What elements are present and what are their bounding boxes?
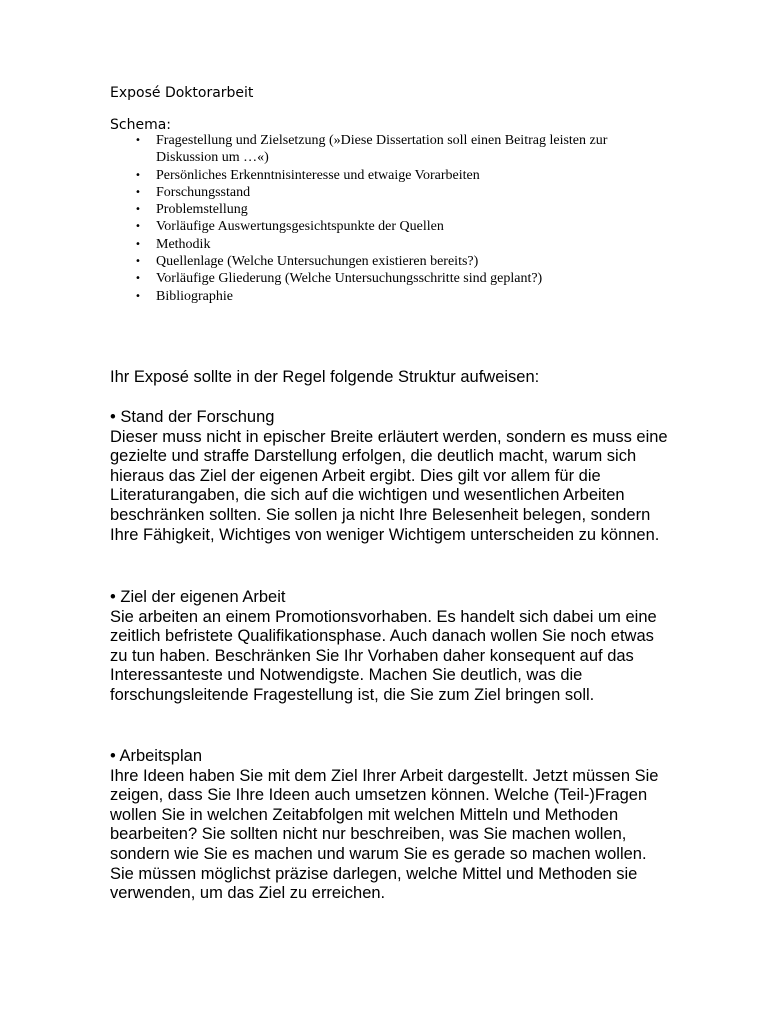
- structure-intro: Ihr Exposé sollte in der Regel folgende Struktur aufweisen:: [110, 368, 540, 386]
- bullet-icon: •: [135, 186, 141, 198]
- list-item: [132, 201, 672, 218]
- schema-list: [132, 132, 672, 305]
- list-item: [132, 184, 672, 201]
- section-heading: • Arbeitsplan: [110, 747, 202, 765]
- section-paragraph: Sie arbeiten an einem Promotionsvorhaben. Es handelt sich dabei um eine zeitlich befristete Qualifikationsphase. Auch danach wollen Sie noch etwas zu tun haben. Beschränken Sie Ihr Vorhaben daher konsequent auf das Interessanteste und Notwendigste. Machen Sie deutlich, was die forschungsleitende Fragestellung ist, die Sie zum Ziel bringen soll.: [110, 607, 657, 704]
- list-item-text: Quellenlage (Welche Untersuchungen existieren bereits?): [156, 254, 479, 270]
- list-item-text: Fragestellung und Zielsetzung (»Diese Dissertation soll einen Beitrag leisten zur Diskussion um …«): [156, 133, 608, 166]
- bullet-icon: •: [135, 204, 141, 216]
- list-item-text: Vorläufige Auswertungsgesichtspunkte der Quellen: [156, 219, 444, 235]
- bullet-icon: •: [135, 273, 141, 285]
- section-paragraph: Dieser muss nicht in epischer Breite erläutert werden, sondern es muss eine gezielte und straffe Darstellung erfolgen, die deutlich macht, warum sich hieraus das Ziel der eigenen Arbeit ergibt. Dies gilt vor allem für die Literaturangaben, die sich auf die wichtigen und wesentlichen Arbeiten beschränken sollten. Sie sollen ja nicht Ihre Belesenheit belegen, sondern Ihre Fähigkeit, Wichtiges von weniger Wichtigem unterscheiden zu können.: [110, 427, 668, 544]
- document-title: Exposé Doktorarbeit: [110, 85, 254, 101]
- bullet-icon: •: [135, 238, 141, 250]
- list-item-text: Bibliographie: [156, 288, 233, 304]
- list-item-text: Forschungsstand: [156, 184, 251, 200]
- list-item: [132, 167, 672, 184]
- section-heading: • Ziel der eigenen Arbeit: [110, 588, 286, 606]
- list-item-text: Persönliches Erkenntnisinteresse und etwaige Vorarbeiten: [156, 167, 480, 183]
- list-item-text: Methodik: [156, 236, 211, 252]
- bullet-icon: •: [135, 290, 141, 302]
- list-item-text: Problemstellung: [156, 202, 248, 218]
- bullet-icon: •: [135, 256, 141, 268]
- list-item: [132, 288, 672, 305]
- list-item: [132, 218, 672, 235]
- list-item: [132, 253, 672, 270]
- section-arbeitsplan: [110, 747, 670, 904]
- bullet-icon: •: [135, 221, 141, 233]
- schema-label: Schema:: [110, 117, 172, 133]
- list-item: [132, 132, 672, 167]
- section-paragraph: Ihre Ideen haben Sie mit dem Ziel Ihrer Arbeit dargestellt. Jetzt müssen Sie zeigen, dass Sie Ihre Ideen auch umsetzen können. Welche (Teil-)Fragen wollen Sie in welchen Zeitabfolgen mit welchen Mitteln und Methoden bearbeiten? Sie sollten nicht nur beschreiben, was Sie machen wollen, sondern wie Sie es machen und warum Sie es gerade so machen wollen. Sie müssen möglichst präzise darlegen, welche Mittel und Methoden sie verwenden, um das Ziel zu erreichen.: [110, 766, 659, 903]
- list-item: [132, 236, 672, 253]
- section-heading: • Stand der Forschung: [110, 408, 275, 426]
- section-stand-der-forschung: [110, 408, 670, 545]
- list-item: [132, 270, 672, 287]
- list-item-text: Vorläufige Gliederung (Welche Untersuchungsschritte sind geplant?): [156, 271, 543, 287]
- bullet-icon: •: [135, 169, 141, 181]
- bullet-icon: •: [135, 135, 141, 146]
- section-ziel-der-eigenen-arbeit: [110, 588, 670, 706]
